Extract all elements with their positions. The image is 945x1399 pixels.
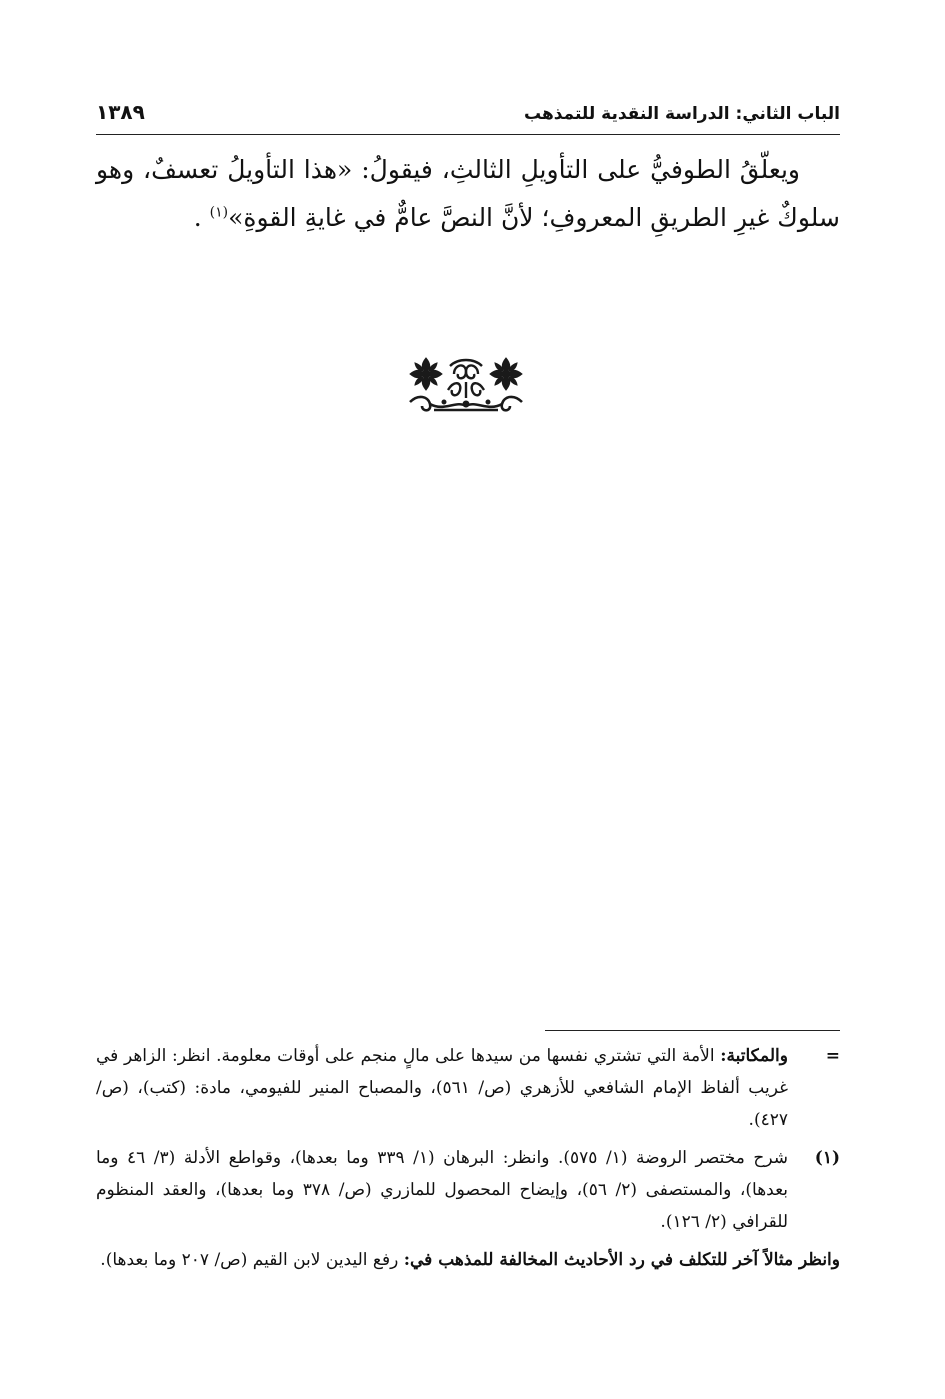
footnote-term: والمكاتبة: (720, 1046, 788, 1066)
body-paragraph (96, 146, 840, 242)
footnote-continued (96, 1040, 840, 1136)
running-head (96, 98, 840, 132)
footnote-additional-lead: وانظر مثالاً آخر للتكلف في رد الأحاديث المخالفة للمذهب في: (403, 1250, 840, 1270)
main-text (96, 146, 840, 242)
header-divider (96, 134, 840, 135)
floral-ornament-svg (404, 352, 528, 416)
footnote-1 (96, 1142, 840, 1238)
footnote-reference[interactable]: (١) (209, 204, 229, 221)
paragraph-text: ويعلّقُ الطوفيُّ على التأويلِ الثالثِ، فيقولُ: «هذا التأويلُ تعسفٌ، وهو سلوكٌ غيرِ الطريقِ المعروفِ؛ لأنَّ النصَّ عامٌّ في غايةِ القوةِ» (96, 155, 840, 232)
page-number: ١٣٨٩ (96, 100, 145, 124)
paragraph-end: . (193, 203, 202, 232)
footnote-text: الأمة التي تشتري نفسها من سيدها على مالٍ منجم على أوقات معلومة. انظر: الزاهر في غريب ألفاظ الإمام الشافعي للأزهري (ص/ ٥٦١)، والمصباح المنير للفيومي، مادة: (كتب)، (ص/ ٤٢٧). (96, 1046, 788, 1130)
footnote-1-text: شرح مختصر الروضة (١/ ٥٧٥). وانظر: البرهان (١/ ٣٣٩ وما بعدها)، وقواطع الأدلة (٣/ ٤٦ وما بعدها)، والمستصفى (٢/ ٥٦)، وإيضاح المحصول للمازري (ص/ ٣٧٨ وما بعدها)، والعقد المنظوم للقرافي (٢/ ١٢٦). (96, 1148, 789, 1232)
footnote-additional (96, 1244, 840, 1276)
footnote-1-marker: (١) (814, 1148, 840, 1168)
running-title: الباب الثاني: الدراسة النقدية للتمذهب (523, 104, 840, 124)
footnote-divider (545, 1030, 840, 1031)
footnote-additional-text: رفع اليدين لابن القيم (ص/ ٢٠٧ وما بعدها). (100, 1250, 404, 1270)
floral-ornament-icon (404, 352, 528, 416)
footnotes (96, 1040, 840, 1276)
footnote-continuation-marker: = (825, 1046, 840, 1066)
